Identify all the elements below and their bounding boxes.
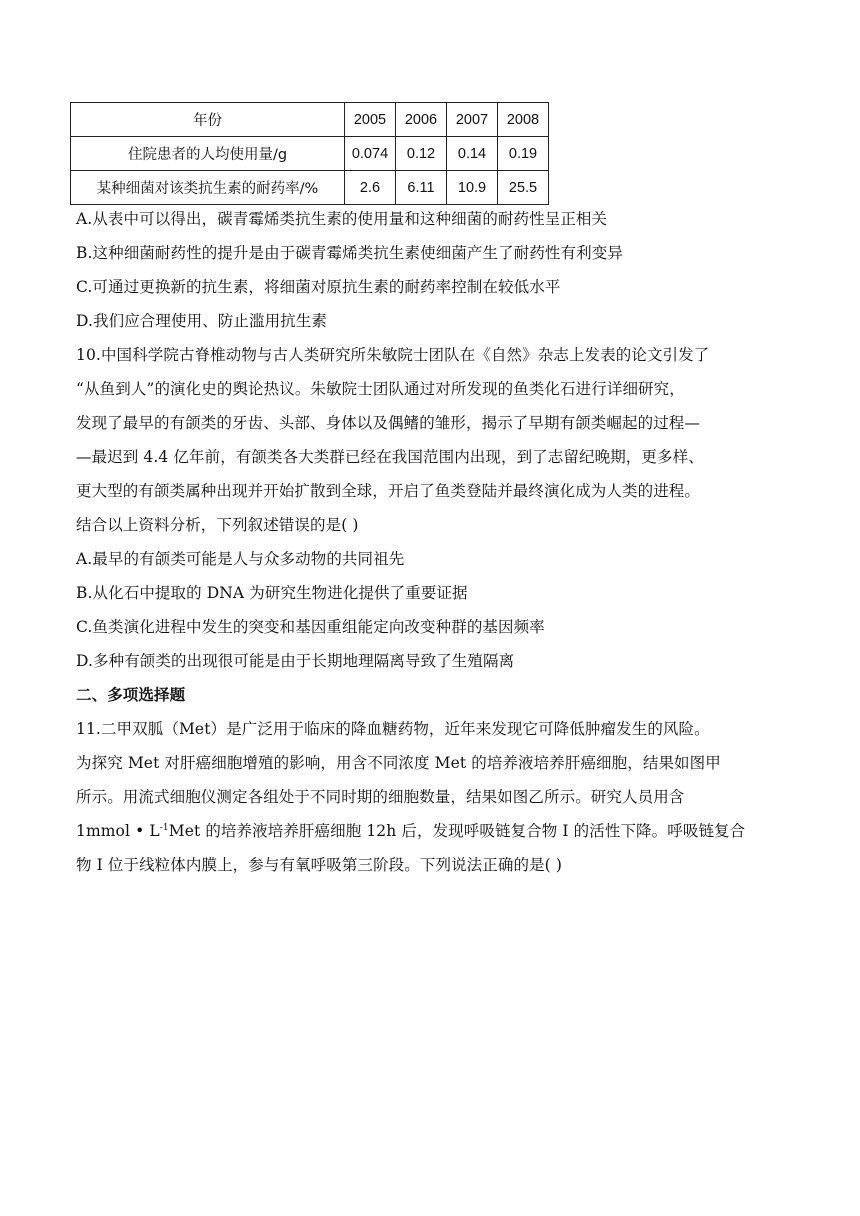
table-header-row	[71, 103, 549, 137]
table-cell: 住院患者的人均使用量/g	[71, 137, 345, 171]
q10-option-a: A.最早的有颌类可能是人与众多动物的共同祖先	[76, 550, 405, 568]
table-header-cell: 年份	[71, 103, 345, 137]
section-heading: 二、多项选择题	[76, 686, 186, 704]
q10-option-b: B.从化石中提取的 DNA 为研究生物进化提供了重要证据	[76, 584, 468, 602]
q10-stem-line: 10.中国科学院古脊椎动物与古人类研究所朱敏院士团队在《自然》杂志上发表的论文引发了	[76, 346, 710, 364]
table-cell: 0.074	[345, 137, 396, 171]
q11-stem-line: 为探究 Met 对肝癌细胞增殖的影响，用含不同浓度 Met 的培养液培养肝癌细胞，结果如图甲	[76, 754, 721, 772]
q9-option-a: A.从表中可以得出，碳青霉烯类抗生素的使用量和这种细菌的耐药性呈正相关	[76, 210, 608, 228]
q10-stem-line: 结合以上资料分析，下列叙述错误的是( )	[76, 516, 359, 534]
table-header-cell: 2007	[447, 103, 498, 137]
q11-stem-line: 11.二甲双胍（Met）是广泛用于临床的降血糖药物，近年来发现它可降低肿瘤发生的风险。	[76, 720, 710, 738]
table-cell: 0.12	[396, 137, 447, 171]
table-cell: 某种细菌对该类抗生素的耐药率/%	[71, 171, 345, 205]
table-cell: 10.9	[447, 171, 498, 205]
q10-option-d: D.多种有颌类的出现很可能是由于长期地理隔离导致了生殖隔离	[76, 652, 515, 670]
q9-option-c: C.可通过更换新的抗生素，将细菌对原抗生素的耐药率控制在较低水平	[76, 278, 561, 296]
table-header-cell: 2005	[345, 103, 396, 137]
table-header-cell: 2008	[498, 103, 549, 137]
q10-stem-line: 更大型的有颌类属种出现并开始扩散到全球，开启了鱼类登陆并最终演化成为人类的进程。	[76, 482, 701, 500]
antibiotic-resistance-table	[70, 102, 549, 205]
table-cell: 6.11	[396, 171, 447, 205]
table-row	[71, 171, 549, 205]
q10-stem-line: —最迟到 4.4 亿年前，有颌类各大类群已经在我国范围内出现，到了志留纪晚期，更多样、	[76, 448, 704, 466]
q10-option-c: C.鱼类演化进程中发生的突变和基因重组能定向改变种群的基因频率	[76, 618, 545, 636]
q11-stem-text: Met 的培养液培养肝癌细胞 12h 后，发现呼吸链复合物 I 的活性下降。呼吸链复合	[168, 822, 746, 840]
q9-option-d: D.我们应合理使用、防止滥用抗生素	[76, 312, 328, 330]
q11-stem-line	[76, 821, 745, 841]
q11-stem-line: 所示。用流式细胞仪测定各组处于不同时期的细胞数量，结果如图乙所示。研究人员用含	[76, 788, 685, 806]
table-cell: 2.6	[345, 171, 396, 205]
table-cell: 0.19	[498, 137, 549, 171]
table-row	[71, 137, 549, 171]
table-cell: 0.14	[447, 137, 498, 171]
table-cell: 25.5	[498, 171, 549, 205]
q11-unit-text: 1mmol • L	[76, 822, 160, 840]
q10-stem-line: “从鱼到人”的演化史的舆论热议。朱敏院士团队通过对所发现的鱼类化石进行详细研究，	[76, 380, 685, 398]
q9-option-b: B.这种细菌耐药性的提升是由于碳青霉烯类抗生素使细菌产生了耐药性有利变异	[76, 244, 623, 262]
table-header-cell: 2006	[396, 103, 447, 137]
q11-stem-line: 物 I 位于线粒体内膜上，参与有氧呼吸第三阶段。下列说法正确的是( )	[76, 856, 562, 874]
q11-unit-exponent: -1	[159, 823, 169, 833]
q10-stem-line: 发现了最早的有颌类的牙齿、头部、身体以及偶鳍的雏形，揭示了早期有颌类崛起的过程—	[76, 414, 701, 432]
